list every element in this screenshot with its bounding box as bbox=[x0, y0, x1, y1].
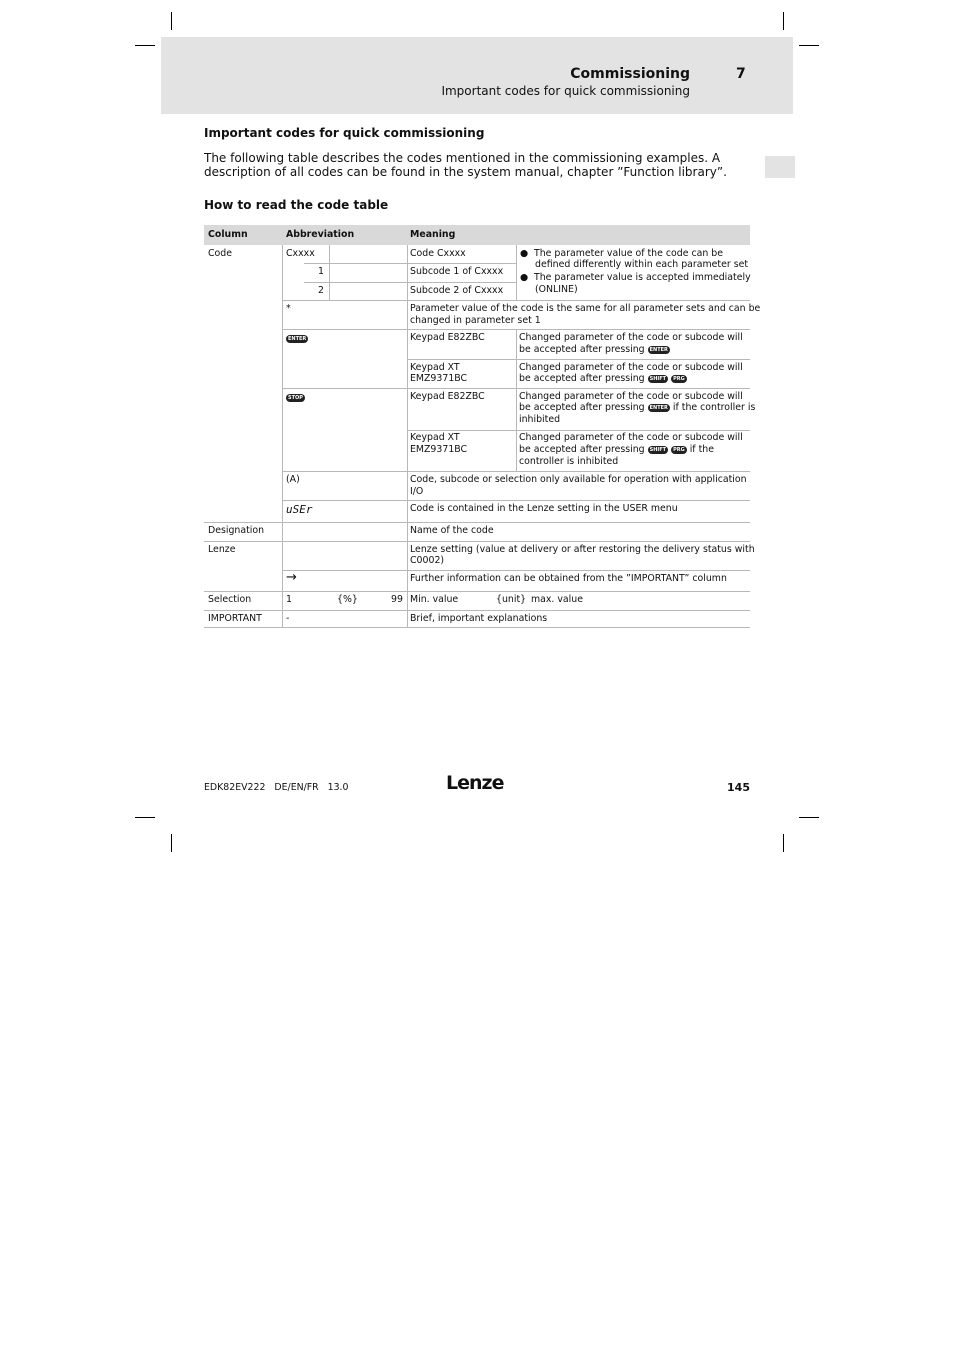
table-divider bbox=[516, 245, 517, 301]
meaning-lenze-cont: C0002) bbox=[410, 555, 445, 566]
bullet-item: ● The parameter value of the code can be bbox=[520, 248, 723, 259]
meaning-changed: Changed parameter of the code or subcode will bbox=[519, 432, 743, 443]
table-divider bbox=[283, 388, 750, 389]
header-band bbox=[161, 37, 793, 114]
chapter-tab bbox=[765, 156, 795, 178]
table-divider bbox=[204, 522, 750, 523]
keypad-xt: Keypad XT bbox=[410, 432, 460, 443]
table-divider bbox=[516, 330, 517, 471]
chapter-title: Commissioning bbox=[570, 66, 690, 82]
abbr-a: (A) bbox=[286, 474, 300, 485]
prg-key-icon: PRG bbox=[673, 375, 685, 382]
crop-mark bbox=[799, 45, 819, 46]
abbr-sub2: 2 bbox=[318, 285, 324, 296]
table-divider bbox=[329, 245, 330, 301]
table-divider bbox=[283, 300, 750, 301]
enter-key-icon: ENTER bbox=[649, 404, 668, 411]
subsection-title: How to read the code table bbox=[204, 198, 389, 212]
meaning-code: Code Cxxxx bbox=[410, 248, 466, 259]
table-divider bbox=[408, 359, 750, 360]
table-divider bbox=[283, 329, 750, 330]
crop-mark bbox=[135, 45, 155, 46]
meaning-controller-inhibited: controller is inhibited bbox=[519, 456, 619, 467]
meaning-changed: Changed parameter of the code or subcode will bbox=[519, 391, 743, 402]
crop-mark bbox=[171, 12, 172, 30]
meaning-inhibited: inhibited bbox=[519, 414, 561, 425]
table-divider bbox=[204, 627, 750, 628]
meaning-a-cont: I/O bbox=[410, 486, 424, 497]
header-meaning: Meaning bbox=[410, 229, 456, 240]
crop-mark bbox=[783, 12, 784, 30]
page-number: 145 bbox=[727, 781, 750, 794]
abbr-sub1: 1 bbox=[318, 266, 324, 277]
table-divider bbox=[304, 282, 516, 283]
chapter-subtitle: Important codes for quick commissioning bbox=[441, 84, 690, 98]
selection-max: 99 bbox=[391, 594, 403, 605]
meaning-accepted: be accepted after pressing ENTER if the controller is bbox=[519, 402, 756, 413]
meaning-important: Brief, important explanations bbox=[410, 613, 548, 624]
table-divider bbox=[283, 500, 750, 501]
table-divider bbox=[204, 610, 750, 611]
arrow-right-icon: → bbox=[286, 570, 297, 585]
meaning-lenze: Lenze setting (value at delivery or after restoring the delivery status with bbox=[410, 544, 755, 555]
shift-key-icon: SHIFT bbox=[649, 446, 667, 453]
crop-mark bbox=[135, 817, 155, 818]
chapter-number: 7 bbox=[736, 66, 746, 82]
row-lenze-label: Lenze bbox=[208, 544, 236, 555]
bullet-item-cont: defined differently within each parameter set bbox=[535, 259, 749, 270]
meaning-a: Code, subcode or selection only available for operation with application bbox=[410, 474, 747, 485]
meaning-accepted: be accepted after pressing ENTER bbox=[519, 344, 668, 355]
meaning-min: Min. value bbox=[410, 594, 459, 605]
abbr-star: * bbox=[286, 303, 291, 314]
abbr-important: - bbox=[286, 613, 290, 624]
bullet-item: ● The parameter value is accepted immediately bbox=[520, 272, 751, 283]
meaning-unit: {unit} bbox=[496, 594, 527, 605]
meaning-changed: Changed parameter of the code or subcode will bbox=[519, 362, 743, 373]
header-abbreviation: Abbreviation bbox=[286, 229, 355, 240]
shift-key-icon: SHIFT bbox=[649, 375, 667, 382]
keypad-e82zbc: Keypad E82ZBC bbox=[410, 391, 485, 402]
row-important-label: IMPORTANT bbox=[208, 613, 262, 624]
crop-mark bbox=[783, 834, 784, 852]
table-divider bbox=[283, 570, 750, 571]
meaning-star: Parameter value of the code is the same for all parameter sets and can be bbox=[410, 303, 761, 314]
lenze-logo: Lenze bbox=[446, 772, 504, 794]
selection-min: 1 bbox=[286, 594, 292, 605]
intro-paragraph: The following table describes the codes mentioned in the commissioning examples. A description of all codes can be found in the system manual, chapter ”Function library”. bbox=[204, 151, 727, 179]
prg-key-icon: PRG bbox=[673, 446, 685, 453]
table-divider bbox=[283, 471, 750, 472]
table-divider bbox=[304, 263, 516, 264]
header-column: Column bbox=[208, 229, 248, 240]
meaning-max: max. value bbox=[531, 594, 583, 605]
meaning-arrow: Further information can be obtained from the ”IMPORTANT” column bbox=[410, 573, 727, 584]
meaning-sub1: Subcode 1 of Cxxxx bbox=[410, 266, 504, 277]
row-designation-label: Designation bbox=[208, 525, 265, 536]
abbr-cxxxx: Cxxxx bbox=[286, 248, 315, 259]
meaning-accepted: be accepted after pressing SHIFT PRG if the bbox=[519, 444, 714, 455]
meaning-user: Code is contained in the Lenze setting in the USER menu bbox=[410, 503, 678, 514]
table-divider bbox=[408, 430, 750, 431]
keypad-xt-model: EMZ9371BC bbox=[410, 444, 468, 455]
selection-unit: {%} bbox=[337, 594, 358, 605]
section-title: Important codes for quick commissioning bbox=[204, 126, 485, 140]
meaning-designation: Name of the code bbox=[410, 525, 494, 536]
crop-mark bbox=[799, 817, 819, 818]
meaning-sub2: Subcode 2 of Cxxxx bbox=[410, 285, 504, 296]
meaning-changed: Changed parameter of the code or subcode will bbox=[519, 332, 743, 343]
meaning-star-cont: changed in parameter set 1 bbox=[410, 315, 541, 326]
stop-key-icon: STOP bbox=[288, 394, 303, 401]
table-divider bbox=[204, 591, 750, 592]
keypad-xt-model: EMZ9371BC bbox=[410, 373, 468, 384]
row-selection-label: Selection bbox=[208, 594, 252, 605]
bullet-item-cont: (ONLINE) bbox=[535, 284, 578, 295]
keypad-xt: Keypad XT bbox=[410, 362, 460, 373]
keypad-e82zbc: Keypad E82ZBC bbox=[410, 332, 485, 343]
enter-key-icon: ENTER bbox=[649, 346, 668, 353]
enter-key-icon: ENTER bbox=[288, 335, 307, 342]
meaning-accepted: be accepted after pressing SHIFT PRG bbox=[519, 373, 685, 384]
document-id: EDK82EV222 DE/EN/FR 13.0 bbox=[204, 782, 349, 793]
crop-mark bbox=[171, 834, 172, 852]
table-divider bbox=[204, 541, 750, 542]
row-code-label: Code bbox=[208, 248, 233, 259]
user-menu-glyph: uSEr bbox=[286, 503, 313, 516]
